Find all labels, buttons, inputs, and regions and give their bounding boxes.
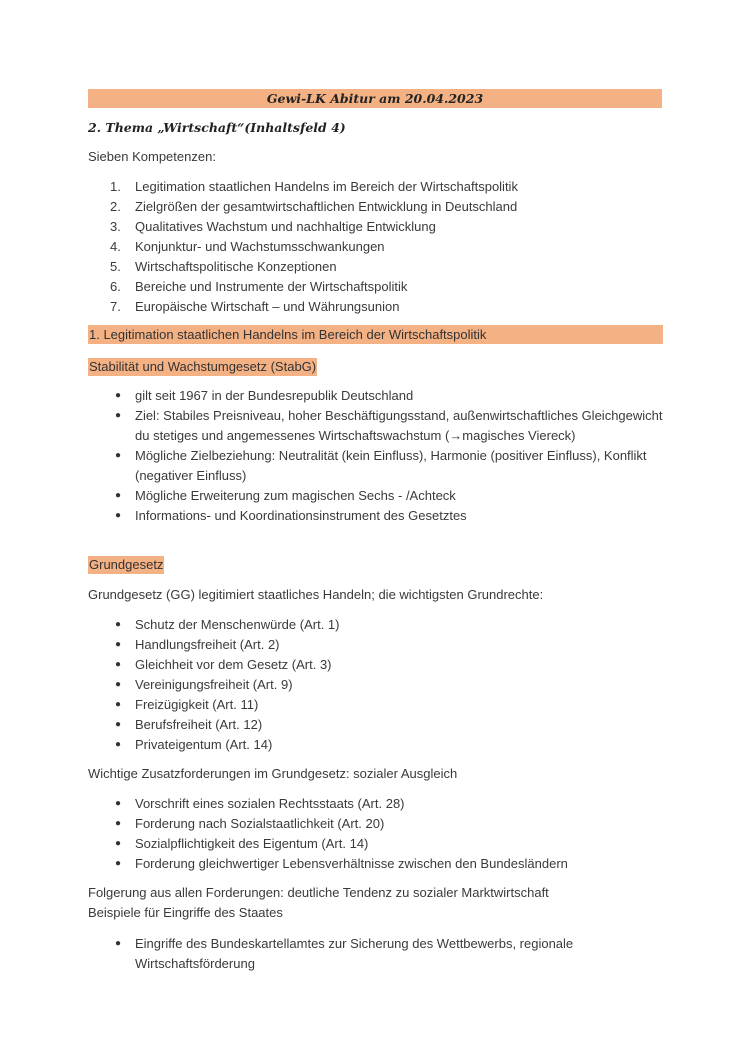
competencies-list bbox=[110, 177, 675, 317]
bullet-icon: ● bbox=[115, 818, 122, 829]
list-item: ● Handlungsfreiheit (Art. 2) bbox=[135, 635, 675, 655]
bullet-icon: ● bbox=[115, 798, 122, 809]
list-item: ● Schutz der Menschenwürde (Art. 1) bbox=[135, 615, 675, 635]
section-heading-legitimation: 1. Legitimation staatlichen Handelns im Bereich der Wirtschaftspolitik bbox=[88, 325, 663, 344]
list-item: ● Sozialpflichtigkeit des Eigentum (Art. 14) bbox=[135, 834, 675, 854]
bullet-icon: ● bbox=[115, 490, 122, 501]
bullet-icon: ● bbox=[115, 410, 122, 421]
list-item: 5. Wirtschaftspolitische Konzeptionen bbox=[110, 259, 337, 274]
bullet-icon: ● bbox=[115, 619, 122, 630]
extra-list bbox=[115, 794, 675, 874]
bullet-icon: ● bbox=[115, 679, 122, 690]
list-item: 7. Europäische Wirtschaft – und Währungsunion bbox=[110, 299, 400, 314]
bullet-icon: ● bbox=[115, 739, 122, 750]
list-item: ● Forderung gleichwertiger Lebensverhältnisse zwischen den Bundesländern bbox=[135, 854, 675, 874]
conclusion-line-2: Beispiele für Eingriffe des Staates bbox=[88, 905, 283, 920]
list-item: ● Ziel: Stabiles Preisniveau, hoher Beschäftigungsstand, außenwirtschaftliches Gleichgewicht du stetiges und angemessenes Wirtschaftswachstum (→magisches Viereck) bbox=[115, 408, 663, 443]
list-item: 1. Legitimation staatlichen Handelns im Bereich der Wirtschaftspolitik bbox=[110, 179, 518, 194]
subheading-stabg: Stabilität und Wachstumgesetz (StabG) bbox=[89, 359, 317, 374]
list-item: ● gilt seit 1967 in der Bundesrepublik Deutschland bbox=[135, 386, 675, 406]
list-item: ● Mögliche Zielbeziehung: Neutralität (kein Einfluss), Harmonie (positiver Einfluss), Konflikt (negativer Einfluss) bbox=[115, 448, 647, 483]
list-item: ● Privateigentum (Art. 14) bbox=[135, 735, 675, 755]
stabg-list bbox=[115, 386, 675, 526]
extra-intro: Wichtige Zusatzforderungen im Grundgesetz: sozialer Ausgleich bbox=[88, 766, 458, 781]
list-item: 4. Konjunktur- und Wachstumsschwankungen bbox=[110, 239, 385, 254]
list-item: ● Freizügigkeit (Art. 11) bbox=[135, 695, 675, 715]
bullet-icon: ● bbox=[115, 719, 122, 730]
conclusion-line-1: Folgerung aus allen Forderungen: deutliche Tendenz zu sozialer Marktwirtschaft bbox=[88, 885, 549, 900]
bullet-icon: ● bbox=[115, 858, 122, 869]
list-item: ● Forderung nach Sozialstaatlichkeit (Art. 20) bbox=[135, 814, 675, 834]
list-item: 3. Qualitatives Wachstum und nachhaltige Entwicklung bbox=[110, 219, 436, 234]
bullet-icon: ● bbox=[115, 699, 122, 710]
bullet-icon: ● bbox=[115, 639, 122, 650]
competencies-intro: Sieben Kompetenzen: bbox=[88, 149, 216, 164]
bullet-icon: ● bbox=[115, 938, 122, 949]
list-item: ● Eingriffe des Bundeskartellamtes zur Sicherung des Wettbewerbs, regionale Wirtschaftsförderung bbox=[115, 936, 574, 971]
list-item: 2. Zielgrößen der gesamtwirtschaftlichen Entwicklung in Deutschland bbox=[110, 199, 518, 214]
bullet-icon: ● bbox=[115, 390, 122, 401]
list-item: ● Mögliche Erweiterung zum magischen Sechs - /Achteck bbox=[135, 486, 675, 506]
bullet-icon: ● bbox=[115, 510, 122, 521]
bullet-icon: ● bbox=[115, 659, 122, 670]
document-header: Gewi-LK Abitur am 20.04.2023 bbox=[88, 89, 662, 108]
grundgesetz-intro: Grundgesetz (GG) legitimiert staatliches Handeln; die wichtigsten Grundrechte: bbox=[88, 587, 544, 602]
subheading-grundgesetz: Grundgesetz bbox=[89, 557, 164, 572]
bullet-icon: ● bbox=[115, 450, 122, 461]
list-item: ● Gleichheit vor dem Gesetz (Art. 3) bbox=[135, 655, 675, 675]
list-item: ● Vorschrift eines sozialen Rechtsstaats (Art. 28) bbox=[135, 794, 675, 814]
rights-list bbox=[115, 615, 675, 755]
list-item: ● Vereinigungsfreiheit (Art. 9) bbox=[135, 675, 675, 695]
list-item: ● Informations- und Koordinationsinstrument des Gesetztes bbox=[135, 506, 675, 526]
examples-list bbox=[115, 934, 675, 974]
list-item: ● Berufsfreiheit (Art. 12) bbox=[135, 715, 675, 735]
list-item: 6. Bereiche und Instrumente der Wirtschaftspolitik bbox=[110, 279, 408, 294]
topic-title: 2. Thema „Wirtschaft“(Inhaltsfeld 4) bbox=[88, 120, 346, 135]
bullet-icon: ● bbox=[115, 838, 122, 849]
